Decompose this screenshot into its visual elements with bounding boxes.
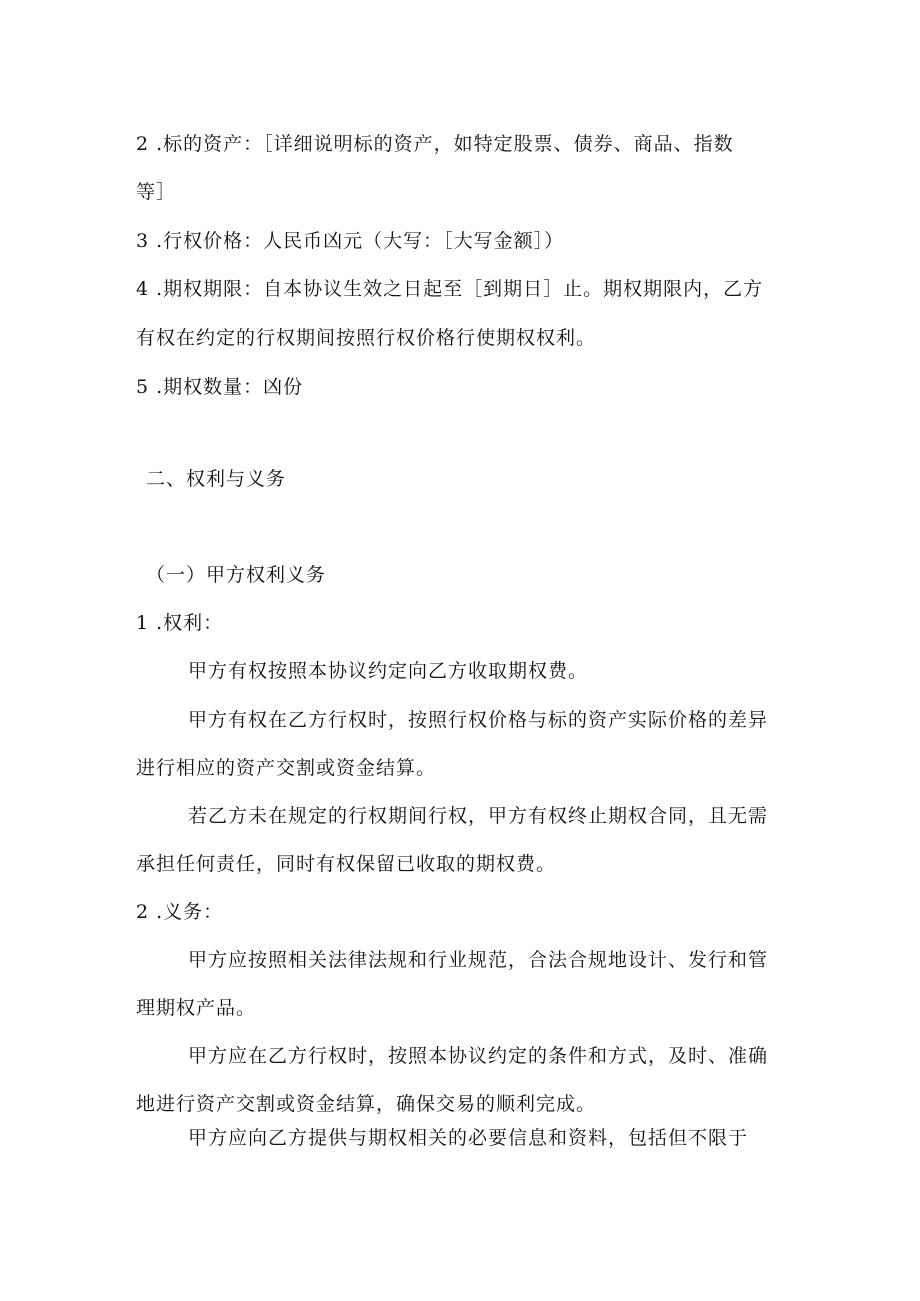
rights-heading: 1 .权利： bbox=[136, 612, 224, 634]
obligations-para-3-line-1: 甲方应向乙方提供与期权相关的必要信息和资料，包括但不限于 bbox=[188, 1127, 749, 1149]
item-4-option-term-line-2: 有权在约定的行权期间按照行权价格行使期权权利。 bbox=[136, 327, 597, 349]
item-2-underlying-asset-line-2: 等］ bbox=[136, 181, 177, 203]
obligations-para-1-line-2: 理期权产品。 bbox=[136, 997, 257, 1019]
obligations-para-2-line-2: 地进行资产交割或资金结算，确保交易的顺利完成。 bbox=[136, 1093, 597, 1115]
item-2-underlying-asset-line-1: 2 .标的资产：［详细说明标的资产，如特定股票、债券、商品、指数 bbox=[136, 133, 734, 155]
rights-para-3-line-1: 若乙方未在规定的行权期间行权，甲方有权终止期权合同，且无需 bbox=[188, 805, 769, 827]
rights-para-3-line-2: 承担任何责任，同时有权保留已收取的期权费。 bbox=[136, 853, 557, 875]
obligations-heading: 2 .义务： bbox=[136, 901, 224, 923]
rights-para-2-line-1: 甲方有权在乙方行权时，按照行权价格与标的资产实际价格的差异 bbox=[188, 709, 769, 731]
section-2-heading: 二、权利与义务 bbox=[146, 468, 287, 490]
item-3-strike-price: 3 .行权价格：人民币凶元（大写：［大写金额］） bbox=[136, 230, 565, 252]
item-5-option-quantity: 5 .期权数量：凶份 bbox=[136, 376, 304, 398]
subsection-1-heading: （一）甲方权利义务 bbox=[146, 564, 327, 586]
item-4-option-term-line-1: 4 .期权期限：自本协议生效之日起至［到期日］止。期权期限内，乙方 bbox=[136, 278, 764, 300]
obligations-para-1-line-1: 甲方应按照相关法律法规和行业规范，合法合规地设计、发行和管 bbox=[188, 949, 769, 971]
rights-para-2-line-2: 进行相应的资产交割或资金结算。 bbox=[136, 757, 437, 779]
obligations-para-2-line-1: 甲方应在乙方行权时，按照本协议约定的条件和方式，及时、准确 bbox=[188, 1045, 769, 1067]
rights-para-1: 甲方有权按照本协议约定向乙方收取期权费。 bbox=[188, 660, 589, 682]
